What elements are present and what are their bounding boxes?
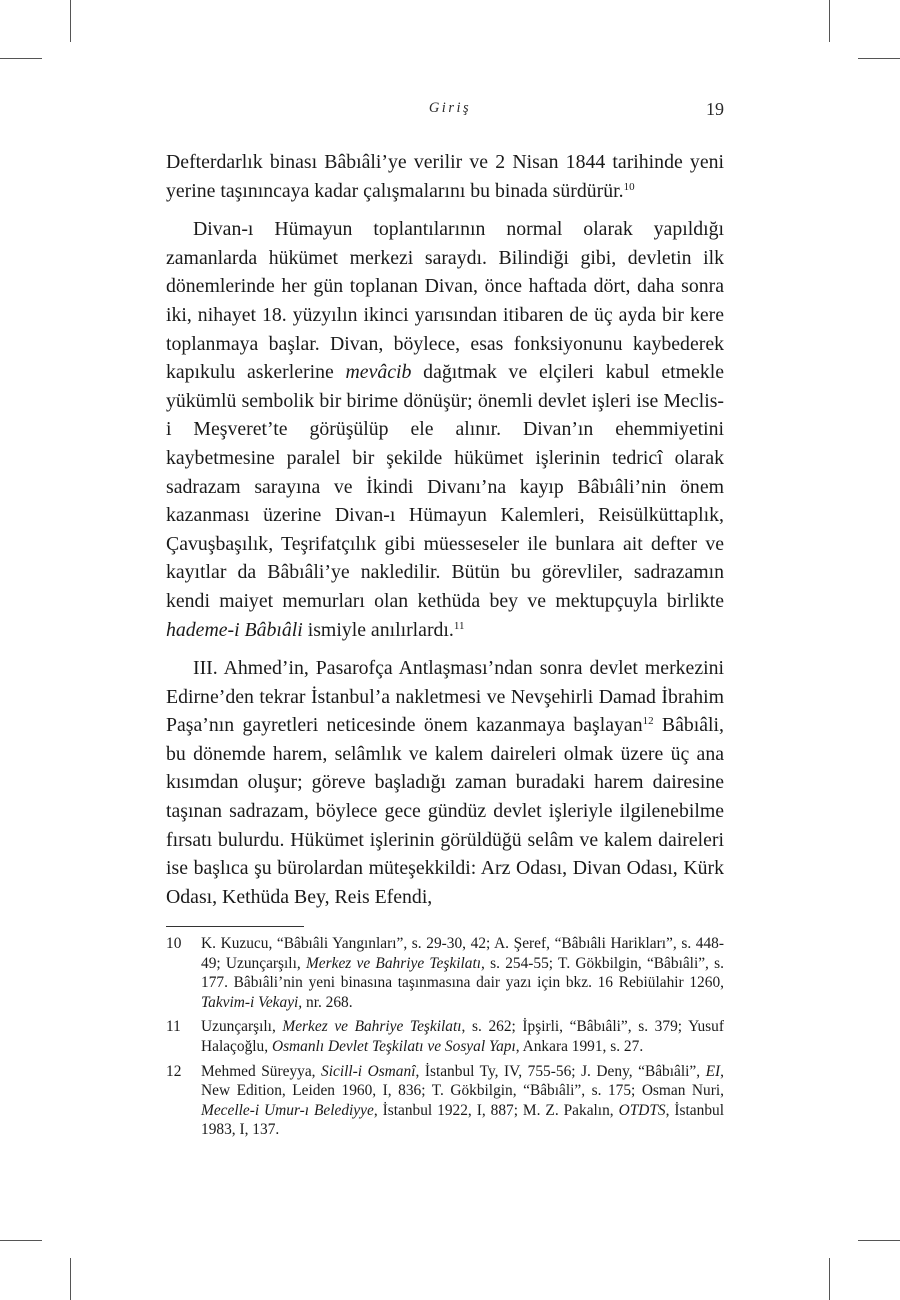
footnote-ref-12[interactable]: 12 bbox=[642, 715, 654, 728]
footnote-ref-11[interactable]: 11 bbox=[453, 619, 465, 632]
crop-mark-left-top bbox=[0, 58, 42, 59]
crop-mark-bottom-right bbox=[829, 1258, 830, 1300]
running-head: Giriş bbox=[428, 100, 472, 116]
main-text bbox=[166, 148, 724, 921]
footnote-12: 12 Mehmed Süreyya, Sicill-i Osmanî, İstanbul Ty, IV, 755-56; J. Deny, “Bâbıâli”, EI, New Edition, Leiden 1960, I, 836; T. Gökbilgin, “Bâbıâli”, s. 175; Osman Nuri, Mecelle-i Umur-ı Belediyye, İstanbul 1922, I, 887; M. Z. Pakalın, OTDTS, İstanbul 1983, I, 137. bbox=[166, 1062, 725, 1139]
crop-mark-left-bottom bbox=[0, 1240, 42, 1241]
crop-mark-top-left bbox=[70, 0, 71, 42]
footnotes bbox=[166, 934, 724, 1145]
crop-mark-right-top bbox=[858, 58, 900, 59]
crop-mark-top-right bbox=[829, 0, 830, 42]
footnote-separator bbox=[166, 926, 304, 927]
footnote-number: 12 bbox=[166, 1062, 182, 1080]
paragraph-1: Defterdarlık binası Bâbıâli’ye verilir ve 2 Nisan 1844 tarihinde yeni yerine taşınıncaya kadar çalışmalarını bu binada sürdürür.$^{10}$ bbox=[166, 151, 724, 202]
footnote-10: 10 K. Kuzucu, “Bâbıâli Yangınları”, s. 29-30, 42; A. Şeref, “Bâbıâli Harikları”, s. 448-49; Uzunçarşılı, Merkez ve Bahriye Teşkilatı, s. 254-55; T. Gökbilgin, “Bâbıâli”, s. 177. Bâbıâli’nin yeni binasına taşınmasına dair yazı için bkz. 16 Rebiülahir 1260, Takvim-i Vekayi, nr. 268. bbox=[166, 935, 724, 1011]
footnote-11: 11 Uzunçarşılı, Merkez ve Bahriye Teşkilatı, s. 262; İpşirli, “Bâbıâli”, s. 379; Yusuf Halaçoğlu, Osmanlı Devlet Teşkilatı ve Sosyal Yapı, Ankara 1991, s. 27. bbox=[166, 1018, 724, 1055]
italic-term: hademe-i Bâbıâli bbox=[166, 618, 303, 641]
crop-mark-bottom-left bbox=[70, 1258, 71, 1300]
footnote-number: 11 bbox=[166, 1018, 181, 1036]
page-number: 19 bbox=[706, 99, 724, 119]
footnote-ref-10[interactable]: 10 bbox=[623, 180, 635, 193]
crop-mark-right-bottom bbox=[858, 1240, 900, 1241]
paragraph-2: Divan-ı Hümayun toplantılarının normal olarak yapıldığı zamanlarda hükümet merkezi saraydı. Bilindiği gibi, devletin ilk dönemlerinde her gün toplanan Divan, önce haftada dört, daha sonra iki, nihayet 18. yüzyılın ikinci yarısından itibaren de üç ayda bir kere toplanmaya başlar. Divan, böylece, esas fonksiyonunu kaybederek kapıkulu askerlerine mevâcib dağıtmak ve elçileri kabul etmekle yükümlü sembolik bir birime dönüşür; önemli devlet işleri ise Meclis-i Meşveret’te görüşülüp ele alınır. Divan’ın ehemmiyetini kaybetmesine paralel bir şekilde hükümet işlerinin tedricî olarak sadrazam sarayına ve İkindi Divanı’na kayıp Bâbıâli’nin önem kazanması üzerine Divan-ı Hümayun Kalemleri, Reisülküttaplık, Çavuşbaşılık, Teşrifatçılık gibi müesseseler ile bunlara ait defter ve kayıtlar da Bâbıâli’ye nakledilir. Bütün bu görevliler, sadrazamın kendi maiyet memurları olan kethüda bey ve mektupçuyla birlikte hademe-i Bâbıâli ismiyle anılırlardı.$^{11}$ bbox=[166, 218, 724, 641]
paragraph-3: III. Ahmed’in, Pasarofça Antlaşması’ndan sonra devlet merkezini Edirne’den tekrar İstanbul’a nakletmesi ve Nevşehirli Damad İbrahim Paşa’nın gayretleri neticesinde önem kazanmaya başlayan$^{12}$ Bâbıâli, bu dönemde harem, selâmlık ve kalem daireleri olmak üzere üç ana kısımdan oluşur; göreve başladığı zaman buradaki harem dairesine taşınan sadrazam, böylece gece gündüz devlet işleriyle ilgilenebilme fırsatı bulurdu. Hükümet işlerinin görüldüğü selâm ve kalem daireleri ise başlıca şu bürolardan müteşekkildi: Arz Odası, Divan Odası, Kürk Odası, Kethüda Bey, Reis Efendi, bbox=[166, 657, 724, 908]
footnote-number: 10 bbox=[166, 935, 182, 952]
italic-term: mevâcib bbox=[345, 361, 412, 384]
